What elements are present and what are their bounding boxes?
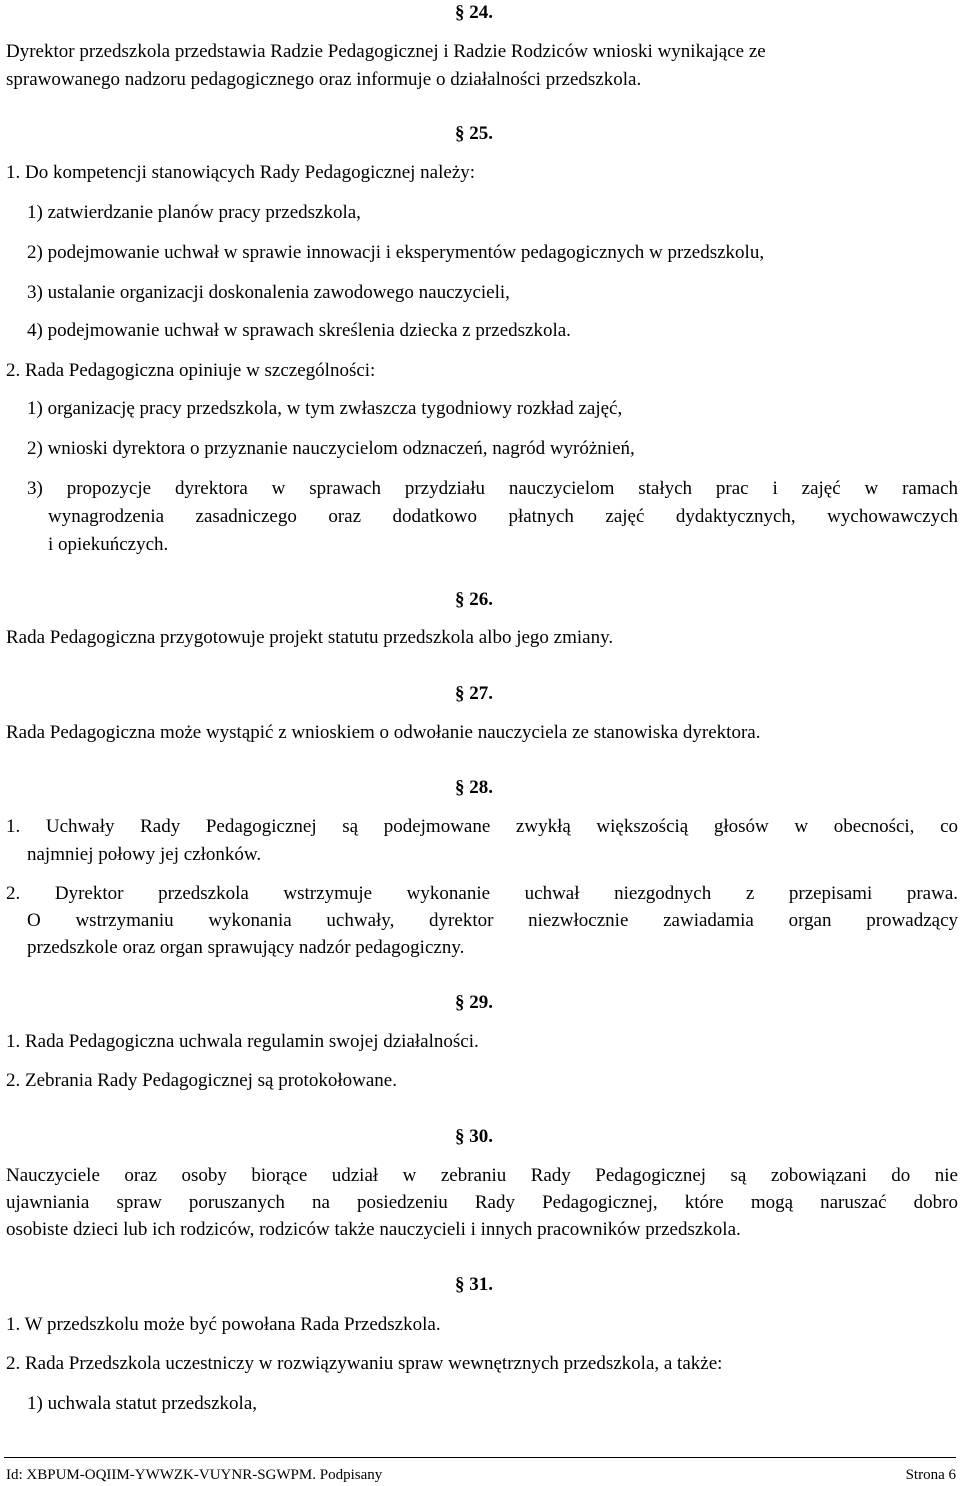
section-30-line3: osobiste dzieci lub ich rodziców, rodziców także nauczycieli i innych pracowników przedszkola. [6, 1219, 741, 1240]
section-25-paragraph-1: 1. Do kompetencji stanowiących Rady Pedagogicznej należy: [6, 162, 476, 183]
section-25-p1-item-4: 4) podejmowanie uchwał w sprawach skreślenia dziecka z przedszkola. [27, 320, 571, 341]
section-25-p1-item-3: 3) ustalanie organizacji doskonalenia zawodowego nauczycieli, [27, 282, 510, 303]
section-28-heading: § 28. [455, 777, 493, 798]
section-31-paragraph-1: 1. W przedszkolu może być powołana Rada Przedszkola. [6, 1314, 441, 1335]
section-29-paragraph-2: 2. Zebrania Rady Pedagogicznej są protokołowane. [6, 1070, 397, 1091]
footer-page-number: Strona 6 [905, 1467, 956, 1483]
section-25-p2-item-3-line1: 3) propozycje dyrektora w sprawach przydziału nauczycielom stałych prac i zajęć w ramach [27, 478, 958, 499]
footer-document-id: Id: XBPUM-OQIIM-YWWZK-VUYNR-SGWPM. Podpisany [6, 1467, 383, 1483]
section-28-p1-line2: najmniej połowy jej członków. [27, 844, 262, 865]
section-29-paragraph-1: 1. Rada Pedagogiczna uchwala regulamin swojej działalności. [6, 1031, 479, 1052]
section-31-p2-item-1: 1) uchwala statut przedszkola, [27, 1393, 258, 1414]
section-24-heading: § 24. [455, 2, 493, 23]
section-28-p2-line3: przedszkole oraz organ sprawujący nadzór pedagogiczny. [27, 937, 465, 958]
section-25-p2-item-3-line2: wynagrodzenia zasadniczego oraz dodatkowo płatnych zajęć dydaktycznych, wychowawczych [48, 506, 958, 527]
section-29-heading: § 29. [455, 992, 493, 1013]
footer-divider [4, 1457, 956, 1458]
section-25-p2-item-3-line3: i opiekuńczych. [48, 534, 169, 555]
section-28-p2-line2: O wstrzymaniu wykonania uchwały, dyrektor niezwłocznie zawiadamia organ prowadzący [27, 910, 958, 931]
section-26-heading: § 26. [455, 589, 493, 610]
section-28-p2-line1: 2. Dyrektor przedszkola wstrzymuje wykonanie uchwał niezgodnych z przepisami prawa. [6, 883, 958, 904]
section-25-paragraph-2: 2. Rada Pedagogiczna opiniuje w szczególności: [6, 360, 376, 381]
section-24-text-line2: sprawowanego nadzoru pedagogicznego oraz informuje o działalności przedszkola. [6, 69, 642, 90]
section-31-paragraph-2: 2. Rada Przedszkola uczestniczy w rozwiązywaniu spraw wewnętrznych przedszkola, a także: [6, 1353, 723, 1374]
section-30-line1: Nauczyciele oraz osoby biorące udział w zebraniu Rady Pedagogicznej są zobowiązani do nie [6, 1165, 958, 1186]
section-25-p1-item-1: 1) zatwierdzanie planów pracy przedszkola, [27, 202, 361, 223]
section-30-line2: ujawniania spraw poruszanych na posiedzeniu Rady Pedagogicznej, które mogą naruszać dobro [6, 1192, 958, 1213]
section-25-p1-item-2: 2) podejmowanie uchwał w sprawie innowacji i eksperymentów pedagogicznych w przedszkolu, [27, 242, 765, 263]
section-25-p2-item-2: 2) wnioski dyrektora o przyznanie nauczycielom odznaczeń, nagród wyróżnień, [27, 438, 635, 459]
section-27-text: Rada Pedagogiczna może wystąpić z wnioskiem o odwołanie nauczyciela ze stanowiska dyrektora. [6, 722, 761, 743]
section-31-heading: § 31. [455, 1274, 493, 1295]
section-25-heading: § 25. [455, 123, 493, 144]
section-24-text-line1: Dyrektor przedszkola przedstawia Radzie Pedagogicznej i Radzie Rodziców wnioski wynikające ze [6, 41, 766, 62]
section-26-text: Rada Pedagogiczna przygotowuje projekt statutu przedszkola albo jego zmiany. [6, 627, 614, 648]
section-27-heading: § 27. [455, 683, 493, 704]
section-30-heading: § 30. [455, 1126, 493, 1147]
section-25-p2-item-1: 1) organizację pracy przedszkola, w tym zwłaszcza tygodniowy rozkład zajęć, [27, 398, 623, 419]
section-28-p1-line1: 1. Uchwały Rady Pedagogicznej są podejmowane zwykłą większością głosów w obecności, co [6, 816, 958, 837]
